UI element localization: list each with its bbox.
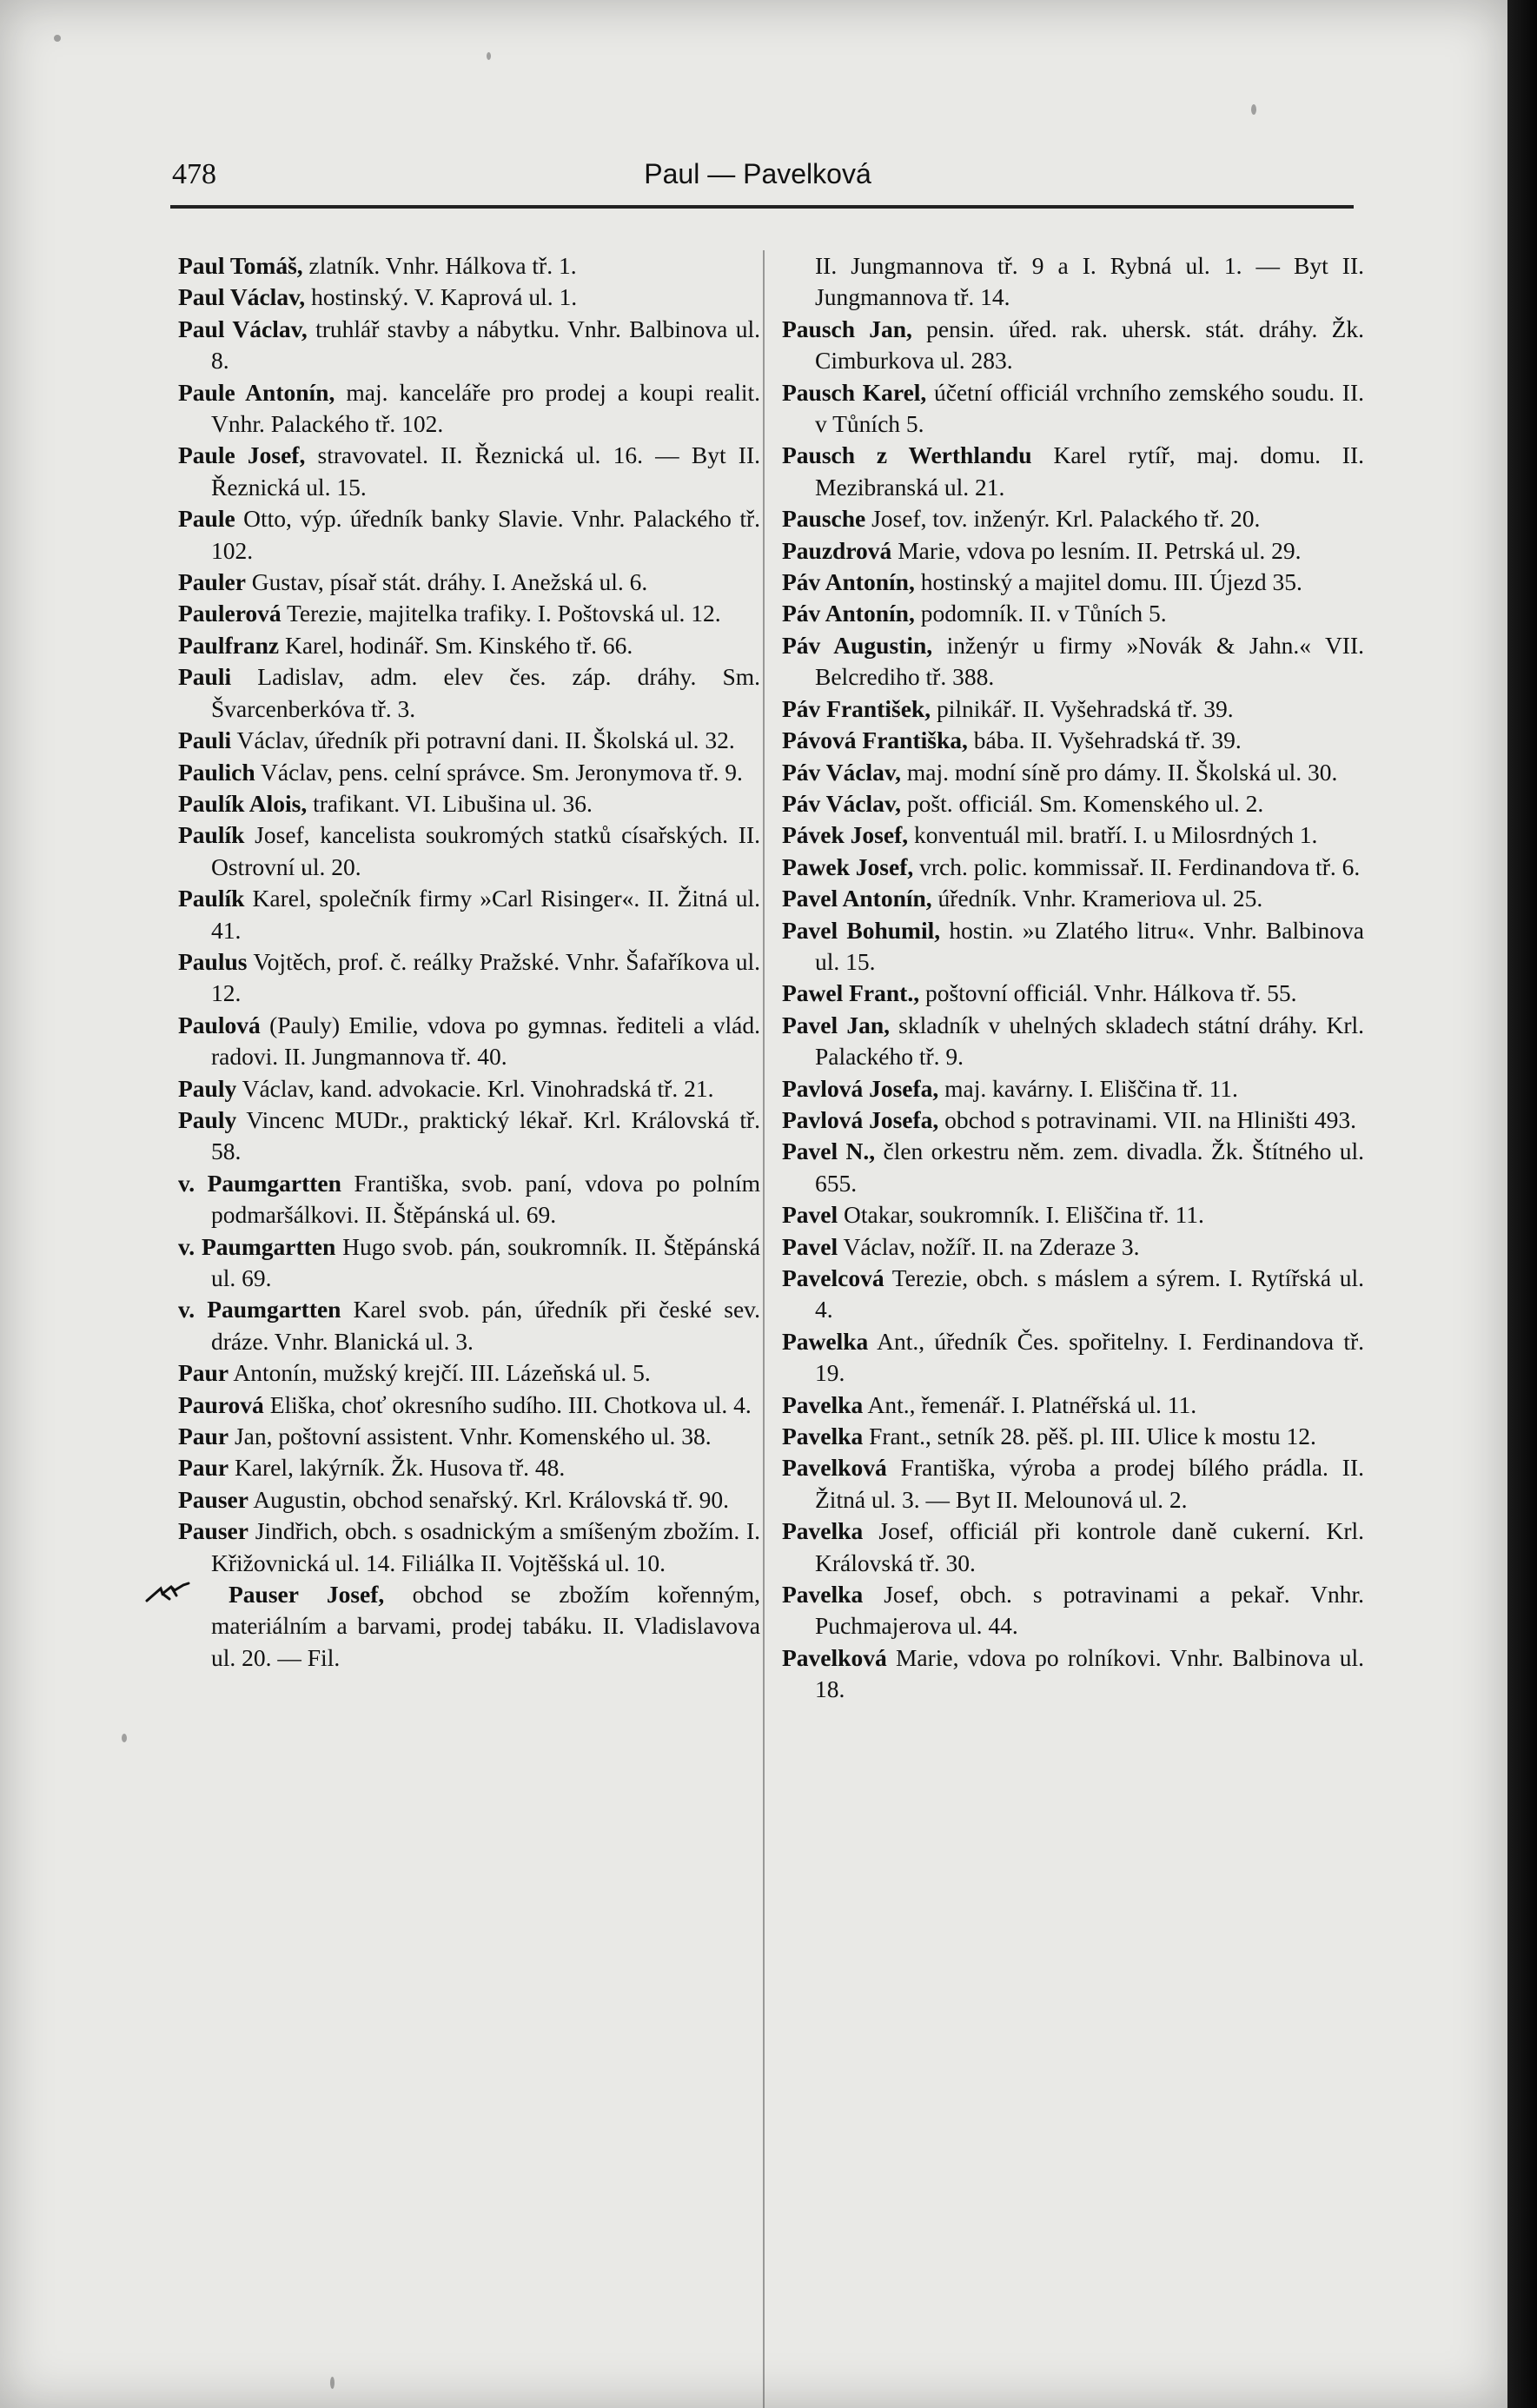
header-rule <box>170 205 1354 209</box>
entry-details: Václav, pens. celní správce. Sm. Jeronymova tř. 9. <box>255 758 743 786</box>
directory-entry <box>178 282 760 313</box>
entry-name: Paulfranz <box>178 631 280 659</box>
entry-details: Jindřich, obch. s osadnickým a smíšeným zbožím. I. Křižovnická ul. 14. Filiálka II. Vojtěšská ul. 10. <box>211 1517 760 1576</box>
entry-name: Páv Václav, <box>782 789 901 817</box>
entry-name: Pauser <box>178 1517 248 1545</box>
entry-name: Pauly <box>178 1074 237 1102</box>
entry-details: Jan, poštovní assistent. Vnhr. Komenského ul. 38. <box>229 1423 712 1450</box>
running-head: Paul — Pavelková <box>644 158 871 189</box>
pointing-hand-icon <box>178 1582 223 1606</box>
entry-name: v. Paumgartten <box>178 1169 341 1197</box>
entry-details: maj. modní síně pro dámy. II. Školská ul. 30. <box>901 758 1338 786</box>
entry-details: (Pauly) Emilie, vdova po gymnas. řediteli a vlád. radovi. II. Jungmannova tř. 40. <box>211 1011 760 1071</box>
directory-entry <box>782 883 1364 914</box>
directory-entry <box>178 598 760 629</box>
entry-details: stravovatel. II. Řeznická ul. 16. — Byt II. Řeznická ul. 15. <box>211 441 760 501</box>
directory-entry <box>178 1104 760 1168</box>
entry-details: člen orkestru něm. zem. divadla. Žk. Štítného ul. 655. <box>815 1138 1364 1197</box>
entry-details: Vojtěch, prof. č. reálky Pražské. Vnhr. Šafaříkova ul. 12. <box>211 947 760 1007</box>
directory-entry <box>178 314 760 377</box>
entry-details: poštovní officiál. Vnhr. Hálkova tř. 55. <box>919 979 1297 1007</box>
entry-name: v. Paumgartten <box>178 1296 341 1323</box>
entry-details: Otakar, soukromník. I. Eliščina tř. 11. <box>838 1201 1204 1229</box>
entry-name: Pawelka <box>782 1327 869 1355</box>
paper-speck <box>487 52 491 60</box>
entry-name: Páv Augustin, <box>782 631 933 659</box>
entry-name: Pauli <box>178 726 232 754</box>
paper-speck <box>54 35 61 42</box>
directory-entry <box>782 630 1364 693</box>
scan-edge <box>1507 0 1537 2408</box>
entry-name: Paul Tomáš, <box>178 252 303 279</box>
directory-entry <box>178 1168 760 1231</box>
column-divider <box>763 250 765 2408</box>
entry-details: Ladislav, adm. elev čes. záp. dráhy. Sm. Švarcenberkóva tř. 3. <box>211 663 760 722</box>
entry-name: Paulus <box>178 947 248 975</box>
directory-entry <box>178 250 760 282</box>
entry-name: Pausch Jan, <box>782 315 912 342</box>
directory-entry <box>782 1642 1364 1706</box>
entry-details: inženýr u firmy »Novák & Jahn.« VII. Belcrediho tř. 388. <box>815 631 1364 691</box>
directory-entry <box>782 503 1364 534</box>
page-header <box>163 155 1352 207</box>
entry-details: Josef, tov. inženýr. Krl. Palackého tř. 20. <box>865 505 1261 533</box>
entry-name: Paur <box>178 1359 229 1387</box>
entry-details: Gustav, písař stát. dráhy. I. Anežská ul. 6. <box>245 568 648 596</box>
entry-name: Pausch Karel, <box>782 378 927 406</box>
entry-name: Pawek Josef, <box>782 852 914 880</box>
entry-name: Paurová <box>178 1390 264 1418</box>
entry-name: Pavelková <box>782 1643 887 1671</box>
entry-name: Páv Václav, <box>782 758 901 786</box>
entry-details: Otto, výp. úředník banky Slavie. Vnhr. Palackého tř. 102. <box>211 505 760 564</box>
entry-name: Paur <box>178 1454 229 1482</box>
directory-entry <box>782 535 1364 567</box>
entry-details: Ant., řemenář. I. Platnéřská ul. 11. <box>863 1390 1197 1418</box>
entry-name: Pavelka <box>782 1390 864 1418</box>
page-number: 478 <box>172 158 216 190</box>
directory-entry <box>178 1010 760 1073</box>
directory-entry <box>178 1516 760 1579</box>
directory-entry <box>178 883 760 946</box>
directory-entry <box>178 567 760 598</box>
entry-name: Pavel Antonín, <box>782 885 932 912</box>
entry-details: Karel rytíř, maj. domu. II. Mezibranská ul. 21. <box>815 441 1364 501</box>
directory-entry <box>782 1199 1364 1231</box>
entry-details: Hugo svob. pán, soukromník. II. Štěpánská ul. 69. <box>211 1232 760 1291</box>
entry-name: Pavel Bohumil, <box>782 916 941 944</box>
entry-details: hostin. »u Zlatého litru«. Vnhr. Balbinova ul. 15. <box>815 916 1364 975</box>
directory-entry <box>782 377 1364 441</box>
entry-name: Páv František, <box>782 694 931 722</box>
entry-details: II. Jungmannova tř. 9 a I. Rybná ul. 1. — Byt II. Jungmannova tř. 14. <box>815 252 1364 311</box>
directory-entry <box>178 1390 760 1421</box>
entry-name: Paur <box>178 1423 229 1450</box>
directory-entry <box>782 314 1364 377</box>
entry-name: Pavlová Josefa, <box>782 1074 939 1102</box>
entry-details: Marie, vdova po lesním. II. Petrská ul. 29. <box>891 536 1302 564</box>
directory-entry <box>782 1010 1364 1073</box>
entry-name: Paulerová <box>178 600 282 627</box>
directory-entry <box>178 503 760 567</box>
entry-name: Páv Antonín, <box>782 568 915 596</box>
directory-entry <box>178 1421 760 1452</box>
entry-name: Pauly <box>178 1105 237 1133</box>
entry-details: Antonín, mužský krejčí. III. Lázeňská ul. 5. <box>229 1359 651 1387</box>
directory-entry <box>782 1263 1364 1326</box>
entry-details: Vincenc MUDr., praktický lékař. Krl. Královská tř. 58. <box>211 1105 760 1165</box>
directory-entry <box>782 1421 1364 1452</box>
entry-name: Paulík <box>178 885 245 912</box>
entry-details: Ant., úředník Čes. spořitelny. I. Ferdinandova tř. 19. <box>815 1327 1364 1387</box>
entry-name: Pauler <box>178 568 246 596</box>
entry-details: Václav, nožíř. II. na Zderaze 3. <box>838 1232 1140 1260</box>
entry-details: bába. II. Vyšehradská tř. 39. <box>967 726 1242 754</box>
directory-entry <box>782 1231 1364 1263</box>
directory-entry <box>178 1231 760 1295</box>
entry-details: Terezie, majitelka trafiky. I. Poštovská ul. 12. <box>281 600 721 627</box>
entry-name: Paulich <box>178 758 255 786</box>
entry-name: Pavelcová <box>782 1264 884 1291</box>
entry-name: Pavelka <box>782 1423 864 1450</box>
directory-entry <box>178 757 760 788</box>
entry-details: konventuál mil. bratří. I. u Milosrdných 1. <box>908 821 1318 849</box>
entry-name: Pavel N., <box>782 1138 876 1165</box>
entry-details: skladník v uhelných skladech státní dráhy. Krl. Palackého tř. 9. <box>815 1011 1364 1071</box>
entry-name: Paulík Alois, <box>178 789 308 817</box>
entry-name: v. Paumgartten <box>178 1232 336 1260</box>
entry-details: obchod s potravinami. VII. na Hliništi 493. <box>938 1105 1356 1133</box>
entry-details: Josef, kancelista soukromých statků císařských. II. Ostrovní ul. 20. <box>211 821 760 880</box>
entry-name: Pauli <box>178 663 232 691</box>
entry-details: Augustin, obchod senařský. Krl. Královská tř. 90. <box>248 1485 729 1513</box>
entry-name: Paule <box>178 505 235 533</box>
directory-entry <box>782 725 1364 756</box>
entry-name: Pavel <box>782 1201 838 1229</box>
entry-details: hostinský a majitel domu. III. Újezd 35. <box>914 568 1302 596</box>
entry-details: Václav, kand. advokacie. Krl. Vinohradská tř. 21. <box>236 1074 714 1102</box>
entry-details: Frant., setník 28. pěš. pl. III. Ulice k mostu 12. <box>863 1423 1316 1450</box>
entry-name: Pavlová Josefa, <box>782 1105 939 1133</box>
directory-entry <box>782 1073 1364 1104</box>
entry-details: Karel, hodinář. Sm. Kinského tř. 66. <box>279 631 633 659</box>
entry-name: Paule Josef, <box>178 441 306 469</box>
entry-details: Eliška, choť okresního sudího. III. Chotkova ul. 4. <box>263 1390 752 1418</box>
directory-entry <box>782 1390 1364 1421</box>
directory-entry <box>782 852 1364 883</box>
entry-name: Pávová Františka, <box>782 726 968 754</box>
entry-details: Karel, společník firmy »Carl Risinger«. II. Žitná ul. 41. <box>211 885 760 944</box>
directory-entry <box>782 440 1364 503</box>
directory-entry <box>178 1452 760 1483</box>
entry-details: Josef, officiál při kontrole daně cukerní. Krl. Královská tř. 30. <box>815 1517 1364 1576</box>
entry-name: Páv Antonín, <box>782 600 915 627</box>
entry-name: Pavel <box>782 1232 838 1260</box>
entry-details: trafikant. VI. Libušina ul. 36. <box>307 789 593 817</box>
directory-entry <box>782 250 1364 314</box>
entry-name: Pavelková <box>782 1454 887 1482</box>
directory-entry <box>178 819 760 883</box>
entry-details: obchod se zbožím kořenným, materiálním a barvami, prodej tabáku. II. Vladislavova ul. 20. — Fil. <box>211 1581 760 1671</box>
entry-name: Pávek Josef, <box>782 821 909 849</box>
directory-entry <box>782 567 1364 598</box>
directory-entry <box>782 1104 1364 1136</box>
directory-entry <box>178 377 760 441</box>
directory-entry <box>782 598 1364 629</box>
directory-entry <box>782 1136 1364 1199</box>
entry-details: Terezie, obch. s máslem a sýrem. I. Rytířská ul. 4. <box>815 1264 1364 1323</box>
right-column <box>782 250 1364 1706</box>
entry-details: pilnikář. II. Vyšehradská tř. 39. <box>931 694 1234 722</box>
directory-entry <box>782 1579 1364 1642</box>
entry-details: pensin. úřed. rak. uhersk. stát. dráhy. Žk. Cimburkova ul. 283. <box>815 315 1364 375</box>
directory-entry <box>782 757 1364 788</box>
directory-entry <box>178 1357 760 1389</box>
paper-speck <box>122 1734 127 1742</box>
entry-name: Paulík <box>178 821 245 849</box>
directory-entry <box>178 1484 760 1516</box>
entry-name: Pavelka <box>782 1517 864 1545</box>
entry-details: Josef, obch. s potravinami a pekař. Vnhr. Puchmajerova ul. 44. <box>815 1581 1364 1640</box>
directory-entry <box>178 661 760 725</box>
directory-entry <box>178 1294 760 1357</box>
directory-entry <box>782 915 1364 978</box>
entry-details: Františka, svob. paní, vdova po polním podmaršálkovi. II. Štěpánská ul. 69. <box>211 1169 760 1229</box>
entry-details: vrch. polic. kommissař. II. Ferdinandova tř. 6. <box>913 852 1361 880</box>
entry-details: úředník. Vnhr. Krameriova ul. 25. <box>931 885 1263 912</box>
entry-name: Paul Václav, <box>178 315 308 342</box>
directory-entry <box>178 788 760 819</box>
entry-name: Pauser <box>178 1485 248 1513</box>
entry-name: Paule Antonín, <box>178 378 335 406</box>
left-column <box>178 250 760 1674</box>
entry-details: Františka, výroba a prodej bílého prádla. II. Žitná ul. 3. — Byt II. Melounová ul. 2. <box>815 1454 1364 1513</box>
paper-speck <box>330 2377 335 2389</box>
entry-details: truhlář stavby a nábytku. Vnhr. Balbinova ul. 8. <box>211 315 760 375</box>
entry-name: Pauzdrová <box>782 536 892 564</box>
directory-entry <box>178 725 760 756</box>
directory-entry <box>782 978 1364 1009</box>
entry-details: Marie, vdova po rolníkovi. Vnhr. Balbinova ul. 18. <box>815 1643 1364 1703</box>
entry-name: Pausche <box>782 505 866 533</box>
directory-entry <box>782 1326 1364 1390</box>
paper-speck <box>1251 104 1256 115</box>
directory-entry <box>782 819 1364 851</box>
directory-entry <box>782 1452 1364 1516</box>
entry-details: podomník. II. v Tůních 5. <box>914 600 1167 627</box>
entry-details: Václav, úředník při potravní dani. II. Školská ul. 32. <box>231 726 735 754</box>
entry-name: Pavelka <box>782 1581 864 1609</box>
entry-details: hostinský. V. Kaprová ul. 1. <box>305 283 578 311</box>
directory-entry <box>178 1579 760 1674</box>
directory-entry <box>178 630 760 661</box>
entry-name: Pauser Josef, <box>229 1581 385 1609</box>
directory-entry <box>178 440 760 503</box>
directory-entry <box>782 693 1364 725</box>
entry-details: účetní officiál vrchního zemského soudu. II. v Tůních 5. <box>815 378 1364 438</box>
directory-entry <box>178 1073 760 1104</box>
entry-details: maj. kavárny. I. Eliščina tř. 11. <box>938 1074 1238 1102</box>
entry-name: Pavel Jan, <box>782 1011 890 1038</box>
entry-name: Pawel Frant., <box>782 979 920 1007</box>
directory-entry <box>782 1516 1364 1579</box>
directory-entry <box>782 788 1364 819</box>
entry-details: Karel svob. pán, úředník při české sev. dráze. Vnhr. Blanická ul. 3. <box>211 1296 760 1355</box>
entry-details: Karel, lakýrník. Žk. Husova tř. 48. <box>229 1454 566 1482</box>
entry-details: maj. kanceláře pro prodej a koupi realit. Vnhr. Palackého tř. 102. <box>211 378 761 438</box>
entry-name: Paul Václav, <box>178 283 306 311</box>
entry-name: Pausch z Werthlandu <box>782 441 1032 469</box>
directory-entry <box>178 946 760 1010</box>
entry-name: Paulová <box>178 1011 261 1038</box>
entry-details: pošt. officiál. Sm. Komenského ul. 2. <box>901 789 1264 817</box>
entry-details: zlatník. Vnhr. Hálkova tř. 1. <box>302 252 577 279</box>
